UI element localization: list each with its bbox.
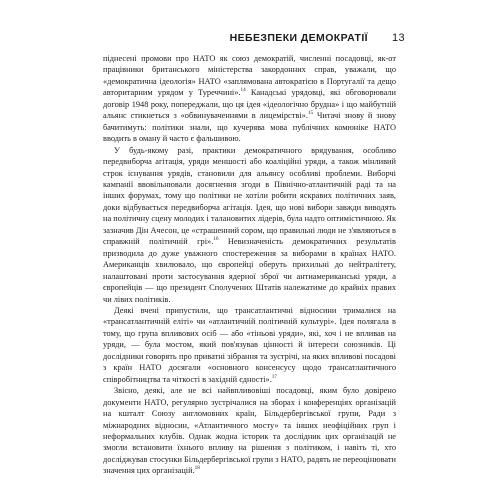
paragraph bbox=[103, 305, 396, 385]
text-run: Невизначеність демократичних результатів призводила до дуже уважного спостереження за виборами в країнах НАТО. Американців хвилювало, що європейці оберуть прихильні до нейтралітету, налаштовані проти застосування ядерної зброї чи антиамериканські уряди, а європейців — що президент Сполучених Штатів належатиме до крайніх правих чи лівих політиків. bbox=[103, 237, 396, 304]
paragraph bbox=[103, 145, 396, 305]
text-run: У будь-якому разі, практики демократичного врядування, особливо передвиборча агітація, уряди меншості або коаліційні уряди, а також мінливий строк існування урядів, становили для альянсу особливі проблеми. Виборчі кампанії ввовільнювали досягнення згоди в Північно-атлантичній раді та на інших форумах, тому що політики не хотіли робити яскравих політичних заяв, доки відбувається передвиборча агітація. Ідея, що нові вибори завжди виводять на політичну сцену молодих і талановитих лідерів, була надто оптимістичною. Як зазначив Дін Ачесон, це «страшенний сором, що правильні люди не з'являються в справжній політичній грі». bbox=[103, 145, 396, 247]
text-run: Деякі вчені припустили, що трансатлантичні відносини трималися на «трансатлантичній еліті» чи «атлантичній політичній культурі». Ідея полягала в тому, що група впливових осіб — або «тіньові уряди», які, хоч і не впливав на уряди, — була мостом, який пов'язував цінності й інтереси союзників. Ці дослідники говорять про приватні зібрання та зустрічі, на яких впливові посадові з країн НАТО досягали «основного консенсусу щодо трансатлантичного співробітництва та чіткості в західній єдності». bbox=[103, 305, 396, 384]
footnote-marker: 15 bbox=[307, 110, 314, 117]
footnote-marker: 14 bbox=[240, 87, 246, 94]
text-run: Звісно, деякі, але не всі найвпливовіші посадовці, яким було довірено документи НАТО, регулярно зустрічалися на зборах і конференціях організацій на кшталт Союзу англомовних країн, Більдербергівської групи, Ради з міжнародних відносин, «Атлантичного мосту» та інших неофіційних груп і неформальних клубів. Однак жодна історик та дослідник цих організацій не змогли встановити їхнього впливу на рішення з політиком, і навіть ті, хто досліджував стосунки Більдербергівської групи з НАТО, радять не переоцінювати значення цих організацій. bbox=[103, 386, 396, 476]
text-run: Канадські урядовці, які обговорювали договір 1948 року, попереджали, що ця ідея «ідеологічно брудна» і що майбутній альянс стикнеться з «обвинуваченнями в лицемірстві». bbox=[103, 88, 396, 121]
running-title: НЕБЕЗПЕКИ ДЕМОКРАТІЇ bbox=[229, 32, 368, 44]
footnote-marker: 18 bbox=[194, 465, 200, 472]
footnote-marker: 16 bbox=[213, 236, 219, 243]
text-run: піднесені промови про НАТО як союз демократій, численні посадовці, як-от працівники британського міністерства закордонних справ, уважали, що «демократична ідеологія» НАТО «заплямована автократією в Португалії та дещо авторитарним урядом у Туреччині». bbox=[103, 54, 396, 98]
text-run: Читачі знову й знову бачитимуть: політики знали, що кучерява мова публічних комюніке НАТО вводить в оману й часто є фальшивою. bbox=[103, 111, 396, 144]
body-text bbox=[103, 53, 396, 477]
paragraph bbox=[103, 53, 396, 145]
paragraph bbox=[103, 385, 396, 477]
running-head bbox=[103, 30, 405, 46]
footnote-marker: 17 bbox=[271, 373, 277, 380]
page-number: 13 bbox=[391, 32, 405, 44]
